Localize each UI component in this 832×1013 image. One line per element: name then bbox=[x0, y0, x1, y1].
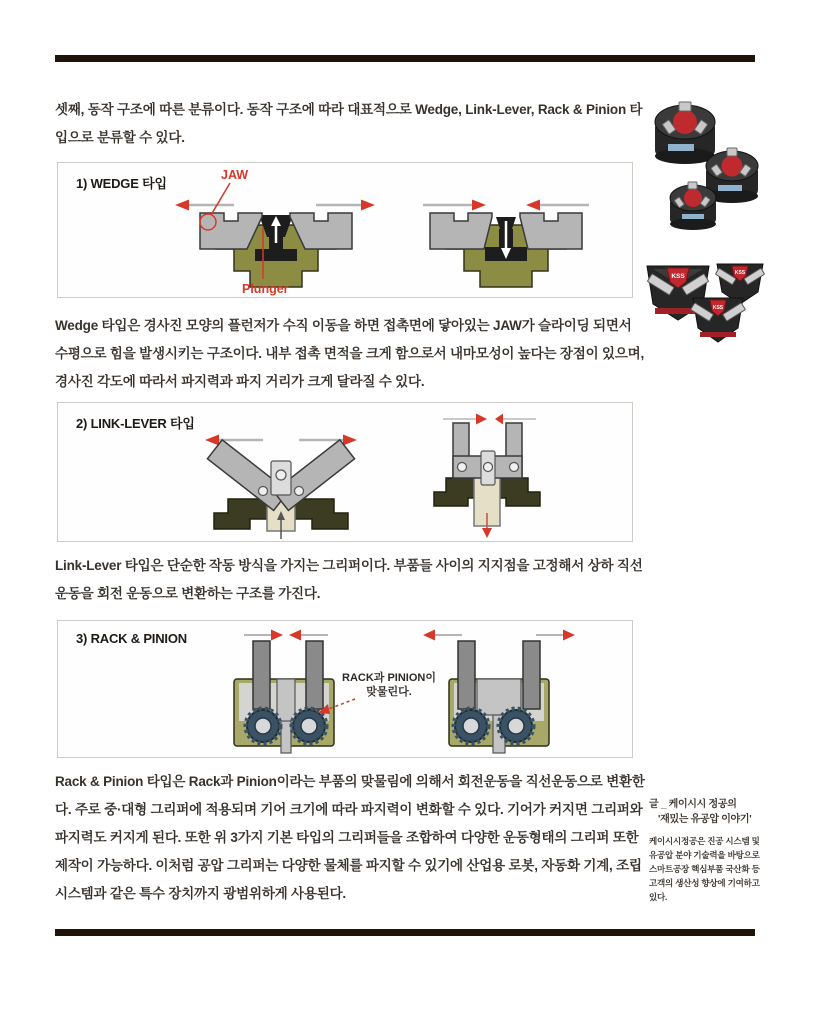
round-gripper-large bbox=[655, 102, 715, 164]
rack-pinion-diagram-closing bbox=[234, 630, 334, 754]
rack-pinion-paragraph: Rack & Pinion 타입은 Rack과 Pinion이라는 부품의 맞물림에 의해서 회전운동을 직선운동으로 변환한다. 주로 중·대형 그리퍼에 적용되며 기어 크기에 따라 파지력이 변화할 수 있다. 기어가 커지면 그리퍼와 파지력도 커지게 된다. 또한 위 3가지 기본 타입의 그리퍼들을 조합하여 다양한 운동형태의 그리퍼 또한 제작이 가능하다. 이처럼 공압 그리퍼는 다양한 물체를 파지할 수 있기에 산업용 로봇, 자동화 기계, 조립 시스템과 같은 특수 장치까지 광범위하게 사용된다. bbox=[55, 774, 645, 901]
arrow-right-icon bbox=[343, 435, 357, 446]
wedge-diagram-open bbox=[175, 200, 375, 288]
finger-right bbox=[306, 641, 323, 709]
author-note-title-line1: 글 _ 케이시시 정공의 bbox=[649, 799, 737, 810]
top-rule bbox=[55, 55, 755, 62]
figure-title-link-lever: 2) LINK-LEVER 타입 bbox=[76, 416, 195, 431]
arrow-left-icon bbox=[205, 435, 219, 446]
arrow-left-icon bbox=[423, 630, 435, 641]
arrow-left-icon bbox=[526, 200, 540, 211]
round-gripper-small bbox=[670, 182, 716, 230]
link-lever-diagram-open bbox=[205, 435, 357, 540]
kss-badge-label: KSS bbox=[671, 273, 685, 280]
kss-badge-label: KSS bbox=[712, 305, 724, 311]
arrow-right-icon bbox=[476, 414, 487, 425]
arrow-left-icon bbox=[175, 200, 189, 211]
figure-box-link-lever bbox=[57, 402, 633, 542]
rack-pinion-diagram-opening bbox=[423, 630, 575, 754]
finger-left bbox=[458, 641, 475, 709]
rack-callout-line2: 맞물린다. bbox=[366, 686, 412, 698]
figure-box-rack-pinion bbox=[57, 620, 633, 758]
intro-paragraph: 셋째, 동작 구조에 따른 분류이다. 동작 구조에 따라 대표적으로 Wedge, Link-Lever, Rack & Pinion 타입으로 분류할 수 있다. bbox=[55, 102, 643, 145]
rack-pinion-diagram bbox=[58, 621, 632, 757]
rack-callout-line1: RACK과 PINION이 bbox=[342, 672, 436, 684]
jaw-callout-label: JAW bbox=[221, 168, 249, 182]
figure-box-wedge bbox=[57, 162, 633, 298]
wedge-diagram bbox=[58, 163, 632, 297]
link-lever-diagram bbox=[58, 403, 632, 541]
jaw-left bbox=[430, 213, 492, 249]
rack-pinion-callout bbox=[318, 670, 436, 714]
arrow-left-icon bbox=[289, 630, 301, 641]
wedge-paragraph: Wedge 타입은 경사진 모양의 플런저가 수직 이동을 하면 접촉면에 닿아있는 JAW가 슬라이딩 되면서 수평으로 힘을 발생시키는 구조이다. 내부 접촉 면적을 크게 함으로서 내마모성이 높다는 장점이 있으며, 경사진 각도에 따라서 파지력과 파지 거리가 크게 달라질 수 있다. bbox=[55, 318, 645, 389]
center-rack bbox=[277, 679, 295, 723]
kss-badge-label: KSS bbox=[734, 270, 746, 276]
bottom-rule bbox=[55, 929, 755, 936]
plunger-callout-label: Plunger bbox=[242, 282, 289, 296]
author-note-title-line2: '재밌는 유공압 이야기' bbox=[658, 814, 752, 825]
finger-left bbox=[253, 641, 270, 709]
product-photo-round-grippers bbox=[650, 90, 762, 238]
arrow-right-icon bbox=[271, 630, 283, 641]
arrow-right-icon bbox=[563, 630, 575, 641]
jaw-right bbox=[520, 213, 582, 249]
arrow-right-icon bbox=[472, 200, 486, 211]
arrow-left-icon bbox=[495, 414, 503, 425]
figure-title-wedge: 1) WEDGE 타입 bbox=[76, 176, 167, 191]
arrow-down-icon bbox=[482, 528, 492, 538]
link-lever-paragraph: Link-Lever 타입은 단순한 작동 방식을 가지는 그리퍼이다. 부품들 사이의 지지점을 고정해서 상하 직선 운동을 회전 운동으로 변환하는 구조를 가진다. bbox=[55, 558, 643, 601]
kss-gripper-small bbox=[691, 298, 746, 342]
link-lever-diagram-closed bbox=[434, 414, 540, 539]
wedge-diagram-closed bbox=[423, 200, 589, 288]
author-note-body: 케이시시정공은 진공 시스템 및 유공압 분야 기술력을 바탕으로 스마트공장 핵심부품 국산화 등 고객의 생산성 향상에 기여하고 있다. bbox=[649, 836, 760, 902]
arrow-right-icon bbox=[361, 200, 375, 211]
product-photo-kss-grippers bbox=[645, 242, 765, 350]
author-note bbox=[649, 797, 765, 904]
finger-right bbox=[523, 641, 540, 709]
figure-title-rack-pinion: 3) RACK & PINION bbox=[76, 631, 187, 646]
